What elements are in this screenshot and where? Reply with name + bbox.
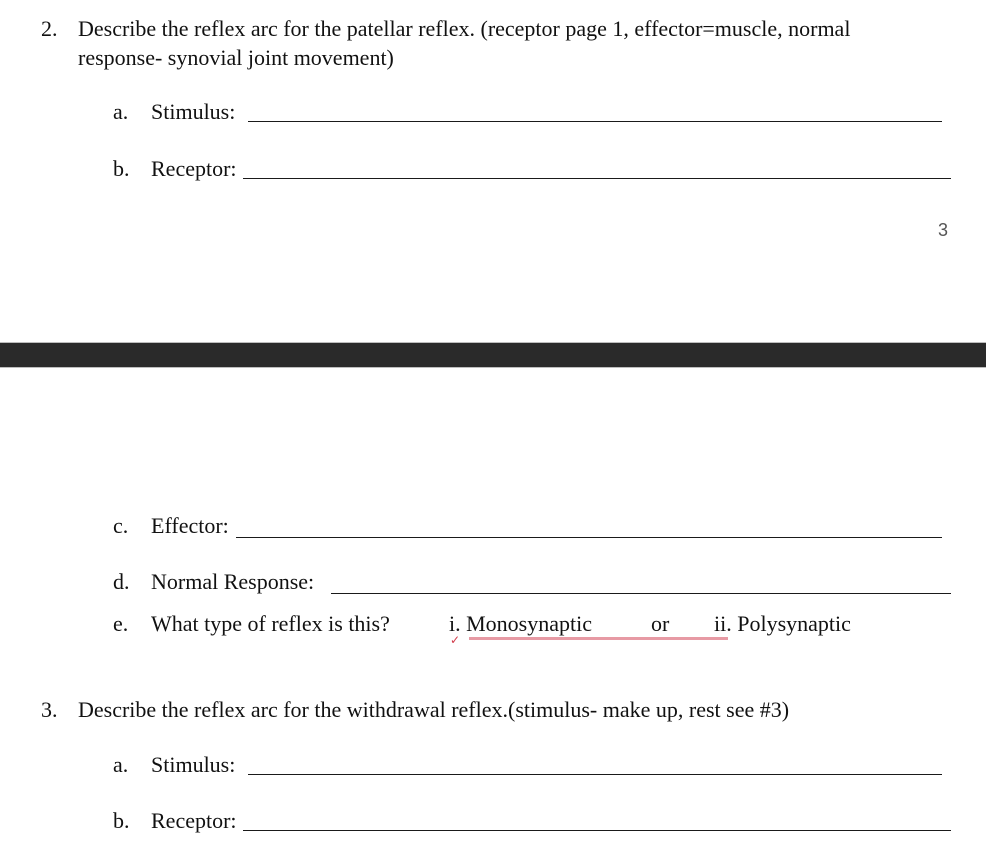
option-monosynaptic[interactable]: i. Monosynaptic xyxy=(449,611,592,636)
item-label: d. xyxy=(113,569,130,594)
item-text: Stimulus: xyxy=(151,752,236,777)
question-2-line-2: response- synovial joint movement) xyxy=(78,45,394,70)
answer-blank-2b[interactable] xyxy=(243,178,951,179)
item-label: a. xyxy=(113,99,129,124)
page-break xyxy=(0,342,986,368)
option-polysynaptic[interactable]: ii. Polysynaptic xyxy=(714,611,851,636)
page-number: 3 xyxy=(938,220,949,240)
item-text: What type of reflex is this? xyxy=(151,611,390,636)
item-text: Stimulus: xyxy=(151,99,236,124)
question-3-line-1: Describe the reflex arc for the withdrawal reflex.(stimulus- make up, rest see #3) xyxy=(78,697,790,722)
answer-blank-3a[interactable] xyxy=(248,774,942,775)
answer-blank-2a[interactable] xyxy=(248,121,942,122)
item-label: e. xyxy=(113,611,129,636)
item-text: Receptor: xyxy=(151,156,237,181)
answer-blank-3b[interactable] xyxy=(243,830,951,831)
item-text: Receptor: xyxy=(151,808,237,833)
item-label: a. xyxy=(113,752,129,777)
item-text: Effector: xyxy=(151,513,229,538)
item-label: c. xyxy=(113,513,129,538)
question-3-number: 3. xyxy=(41,697,58,722)
item-text: Normal Response: xyxy=(151,569,315,594)
option-or: or xyxy=(651,611,670,636)
answer-blank-2c[interactable] xyxy=(236,537,942,538)
spellcheck-underline xyxy=(469,637,728,640)
item-label: b. xyxy=(113,156,130,181)
question-2-line-1: Describe the reflex arc for the patellar reflex. (receptor page 1, effector=muscle, normal xyxy=(78,16,851,41)
answer-blank-2d[interactable] xyxy=(331,593,951,594)
spellcheck-caret-icon: ✓ xyxy=(450,633,461,647)
item-label: b. xyxy=(113,808,130,833)
question-2-number: 2. xyxy=(41,16,58,41)
